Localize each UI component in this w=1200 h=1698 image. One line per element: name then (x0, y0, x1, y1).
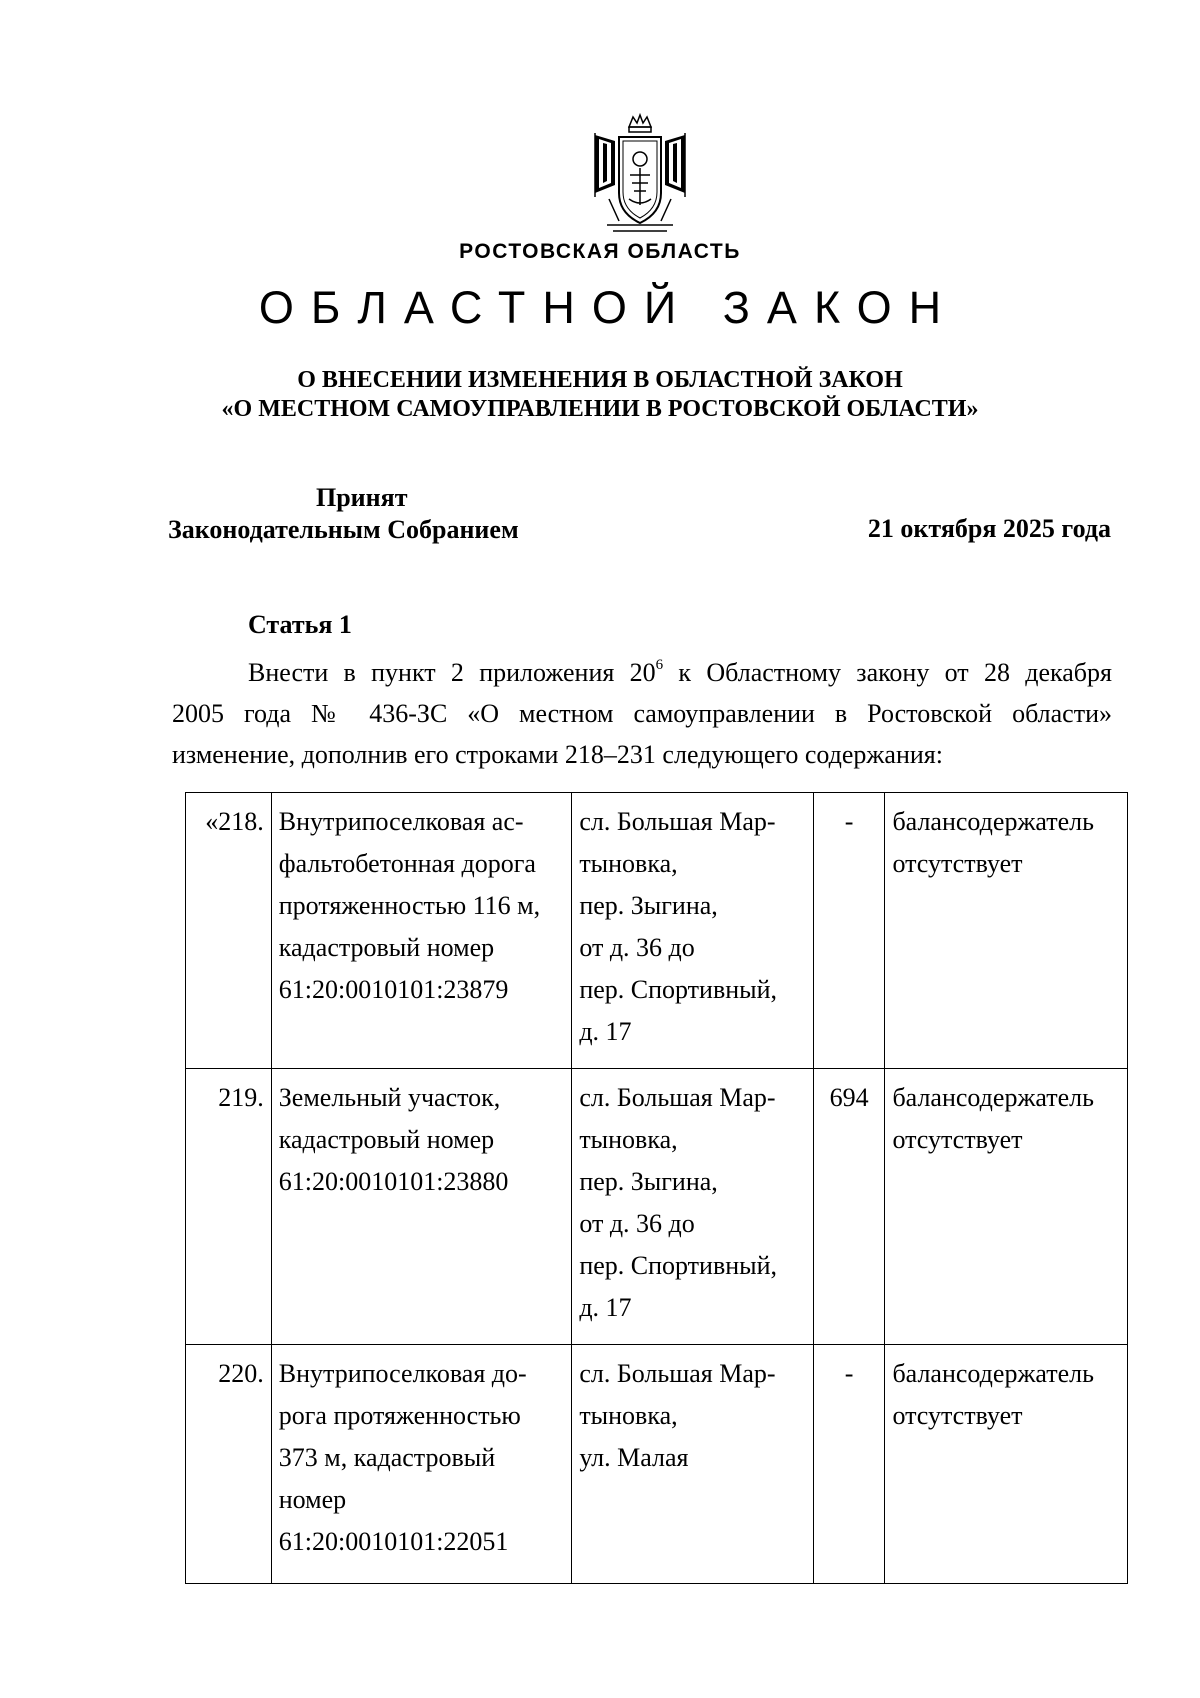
cell-line: 61:20:0010101:23879 (278, 975, 509, 1004)
objects-table (185, 792, 1128, 1584)
table-row (186, 1345, 1128, 1584)
cell-line: пер. Зыгина, (579, 1167, 718, 1196)
adoption-note (168, 482, 568, 546)
cell-line: тыновка, (579, 849, 678, 878)
cell-line: балансодержатель (892, 1083, 1095, 1112)
object-description (271, 793, 572, 1069)
cell-line: 61:20:0010101:22051 (278, 1527, 509, 1556)
cell-line: кадастровый номер (278, 1125, 495, 1154)
cell-line: тыновка, (579, 1401, 678, 1430)
object-owner (885, 1345, 1128, 1584)
cell-line: пер. Спортивный, (579, 975, 778, 1004)
article-text-part: Внести в пункт 2 приложения 20 (248, 658, 656, 687)
table-row (186, 1069, 1128, 1345)
law-title (0, 366, 1200, 424)
object-address (572, 793, 813, 1069)
law-type: ОБЛАСТНОЙ ЗАКОН (258, 282, 959, 333)
cell-line: 373 м, кадастровый (278, 1443, 496, 1472)
cell-line: кадастровый номер (278, 933, 495, 962)
cell-line: фальтобетонная дорога (278, 849, 536, 878)
cell-line: номер (278, 1485, 347, 1514)
region-name: РОСТОВСКАЯ ОБЛАСТЬ (459, 240, 741, 263)
table-row (186, 793, 1128, 1069)
superscript: 6 (655, 657, 664, 673)
cell-line: д. 17 (579, 1293, 632, 1322)
cell-line: протяженностью 116 м, (278, 891, 541, 920)
object-owner (885, 1069, 1128, 1345)
cell-line: сл. Большая Мар- (579, 1359, 776, 1388)
cell-line: пер. Спортивный, (579, 1251, 778, 1280)
row-number: «218. (186, 793, 272, 1069)
cell-line: сл. Большая Мар- (579, 1083, 776, 1112)
cell-line: отсутствует (892, 1125, 1023, 1154)
adoption-line: Законодательным Собранием (168, 515, 519, 544)
cell-line: 61:20:0010101:23880 (278, 1167, 509, 1196)
row-number: 219. (186, 1069, 272, 1345)
cell-line: тыновка, (579, 1125, 678, 1154)
cell-line: пер. Зыгина, (579, 891, 718, 920)
object-area: 694 (813, 1069, 885, 1345)
article-text-part: к Областному закону от 28 декабря (663, 658, 1112, 687)
object-owner (885, 793, 1128, 1069)
article-text-line: 2005 года № 436-ЗС «О местном самоуправлении в Ростовской области» (172, 699, 1112, 728)
cell-line: Внутрипоселковая ас- (278, 807, 524, 836)
object-area: - (813, 793, 885, 1069)
cell-line: балансодержатель (892, 1359, 1095, 1388)
adoption-date: 21 октября 2025 года (867, 514, 1111, 543)
law-title-line: О ВНЕСЕНИИ ИЗМЕНЕНИЯ В ОБЛАСТНОЙ ЗАКОН (297, 367, 903, 393)
object-address (572, 1069, 813, 1345)
cell-line: Внутрипоселковая до- (278, 1359, 527, 1388)
cell-line: ул. Малая (579, 1443, 689, 1472)
cell-line: Земельный участок, (278, 1083, 501, 1112)
article-text (172, 652, 1112, 775)
cell-line: отсутствует (892, 849, 1023, 878)
cell-line: д. 17 (579, 1017, 632, 1046)
cell-line: сл. Большая Мар- (579, 807, 776, 836)
cell-line: от д. 36 до (579, 933, 695, 962)
article-text-line: изменение, дополнив его строками 218–231 следующего содержания: (172, 740, 943, 769)
coat-of-arms-icon (585, 113, 695, 235)
article-heading: Статья 1 (248, 610, 352, 639)
cell-line: балансодержатель (892, 807, 1095, 836)
law-title-line: «О МЕСТНОМ САМОУПРАВЛЕНИИ В РОСТОВСКОЙ ОБЛАСТИ» (221, 396, 979, 422)
object-area: - (813, 1345, 885, 1584)
cell-line: отсутствует (892, 1401, 1023, 1430)
object-description (271, 1069, 572, 1345)
row-number: 220. (186, 1345, 272, 1584)
object-address (572, 1345, 813, 1584)
object-description (271, 1345, 572, 1584)
adoption-line: Принят (316, 483, 408, 512)
article-text-line (172, 652, 1112, 693)
cell-line: от д. 36 до (579, 1209, 695, 1238)
cell-line: рога протяженностью (278, 1401, 521, 1430)
